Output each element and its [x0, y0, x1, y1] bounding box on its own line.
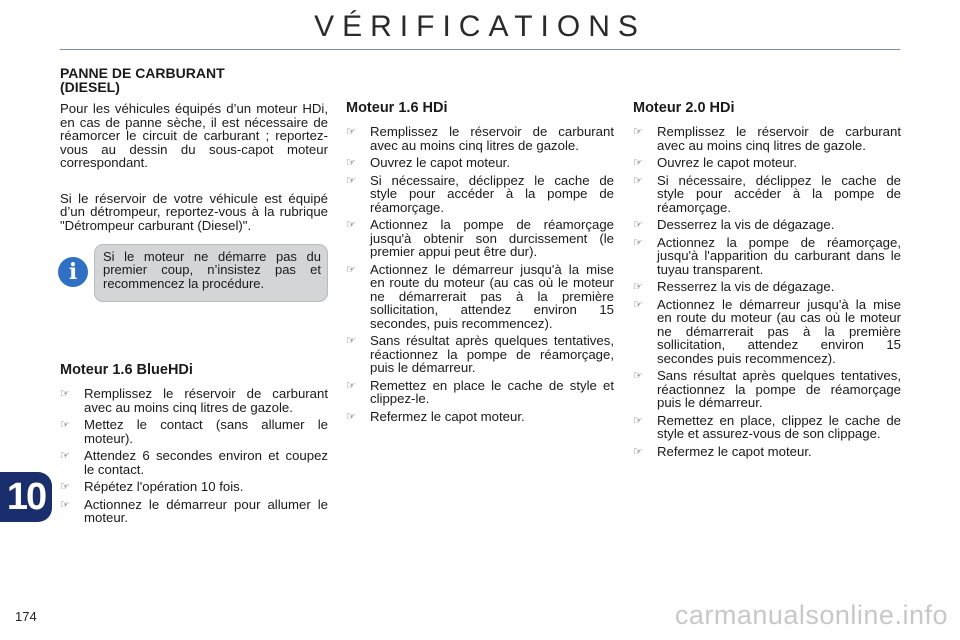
step-item	[346, 174, 614, 215]
step-text: Si nécessaire, déclippez le cache de style pour accéder à la pompe de réamorçage.	[657, 172, 901, 215]
step-text: Refermez le capot moteur.	[657, 443, 812, 459]
hdi20-section	[633, 101, 901, 462]
section-title-hdi20: Moteur 2.0 HDi	[633, 100, 735, 116]
step-item	[633, 218, 901, 232]
info-text: Si le moteur ne démarre pas du premier coup, n’insistez pas et recommencez la procédure.	[103, 249, 321, 291]
pointing-hand-icon: ☞	[633, 413, 643, 427]
intro-paragraph: Pour les véhicules équipés d’un moteur HDi, en cas de panne sèche, il est nécessaire de réamorcer le circuit de carburant ; reportez-vous au dessin du sous-capot moteur correspondant.	[60, 101, 328, 170]
step-item	[346, 263, 614, 331]
step-text: Remettez en place, clippez le cache de style et assurez-vous de son clippage.	[657, 412, 901, 441]
step-text: Actionnez le démarreur jusqu'à la mise en route du moteur (au cas où le moteur ne démarrerait pas à la première sollicitation, attendez environ 15 secondes, puis recommencez).	[370, 261, 614, 331]
step-text: Si nécessaire, déclippez le cache de style pour accéder à la pompe de réamorçage.	[370, 172, 614, 215]
section-title-hdi16: Moteur 1.6 HDi	[346, 100, 448, 116]
watermark: carmanualsonline.info	[674, 600, 948, 630]
pointing-hand-icon: ☞	[346, 378, 356, 392]
step-text: Sans résultat après quelques tentatives, réactionnez la pompe de réamorçage puis le démarreur.	[657, 368, 901, 410]
step-text: Refermez le capot moteur.	[370, 408, 525, 424]
step-item	[346, 125, 614, 152]
pointing-hand-icon: ☞	[633, 218, 643, 231]
step-item	[633, 298, 901, 366]
pointing-hand-icon: ☞	[60, 387, 70, 400]
step-item	[60, 480, 328, 494]
pointing-hand-icon: ☞	[633, 297, 643, 311]
hdi20-steps	[633, 125, 901, 458]
step-text: Remettez en place le cache de style et clippez-le.	[370, 377, 614, 406]
step-text: Actionnez le démarreur pour allumer le moteur.	[84, 496, 328, 525]
section-title-line2: (DIESEL)	[60, 79, 120, 95]
step-text: Desserrez la vis de dégazage.	[657, 217, 835, 232]
pointing-hand-icon: ☞	[346, 125, 356, 138]
hdi16-section	[346, 101, 614, 427]
step-item	[346, 218, 614, 259]
step-text: Mettez le contact (sans allumer le moteur).	[84, 417, 328, 446]
info-box	[94, 244, 328, 302]
pointing-hand-icon: ☞	[633, 156, 643, 169]
step-item	[633, 280, 901, 294]
pointing-hand-icon: ☞	[633, 280, 643, 293]
step-item	[633, 156, 901, 170]
bluehdi-section	[60, 363, 328, 529]
hdi16-steps	[346, 125, 614, 423]
fuel-guard-paragraph: Si le réservoir de votre véhicule est équipé d’un détrompeur, reportez-vous à la rubrique "Détrompeur carburant (Diesel)".	[60, 190, 328, 233]
pointing-hand-icon: ☞	[60, 480, 70, 493]
step-text: Actionnez la pompe de réamorçage, jusqu'à l'apparition du carburant dans le tuyau transparent.	[657, 234, 901, 277]
step-item	[346, 410, 614, 424]
step-text: Ouvrez le capot moteur.	[370, 155, 511, 170]
step-text: Sans résultat après quelques tentatives, réactionnez la pompe de réamorçage, puis le démarreur.	[370, 333, 614, 375]
pointing-hand-icon: ☞	[60, 497, 70, 511]
fuel-shortage-section	[60, 66, 328, 302]
step-item	[346, 379, 614, 406]
pointing-hand-icon: ☞	[346, 173, 356, 187]
step-item	[633, 414, 901, 441]
step-text: Répétez l'opération 10 fois.	[84, 479, 244, 494]
step-text: Remplissez le réservoir de carburant avec au moins cinq litres de gazole.	[657, 124, 901, 153]
step-text: Resserrez la vis de dégazage.	[657, 279, 835, 294]
step-item	[346, 156, 614, 170]
pointing-hand-icon: ☞	[633, 444, 643, 458]
step-text: Ouvrez le capot moteur.	[657, 155, 798, 170]
pointing-hand-icon: ☞	[346, 218, 356, 231]
bluehdi-steps	[60, 387, 328, 525]
page-title: VÉRIFICATIONS	[314, 10, 646, 43]
step-text: Remplissez le réservoir de carburant avec au moins cinq litres de gazole.	[370, 124, 614, 153]
section-title-line1: PANNE DE CARBURANT	[60, 65, 225, 81]
info-icon: i	[58, 257, 88, 287]
pointing-hand-icon: ☞	[346, 334, 356, 347]
step-item	[60, 418, 328, 445]
step-item	[633, 445, 901, 459]
step-item	[633, 174, 901, 215]
pointing-hand-icon: ☞	[346, 262, 356, 276]
step-item	[633, 369, 901, 410]
step-item	[633, 236, 901, 277]
section-title-fuel-shortage	[60, 66, 328, 94]
header-rule	[60, 49, 900, 50]
step-item	[633, 125, 901, 152]
section-title-bluehdi: Moteur 1.6 BlueHDi	[60, 362, 193, 378]
page-number: 174	[15, 609, 37, 624]
step-item	[346, 334, 614, 375]
pointing-hand-icon: ☞	[633, 125, 643, 138]
step-text: Actionnez le démarreur jusqu'à la mise en route du moteur (au cas où le moteur ne démarrerait pas à la première sollicitation, attendez environ 15 secondes puis recommencez).	[657, 296, 901, 366]
pointing-hand-icon: ☞	[346, 409, 356, 423]
pointing-hand-icon: ☞	[60, 449, 70, 462]
pointing-hand-icon: ☞	[633, 173, 643, 187]
step-text: Attendez 6 secondes environ et coupez le contact.	[84, 448, 328, 477]
step-text: Remplissez le réservoir de carburant avec au moins cinq litres de gazole.	[84, 386, 328, 415]
step-item	[60, 387, 328, 414]
chapter-tab: 10	[0, 472, 52, 522]
step-item	[60, 498, 328, 525]
pointing-hand-icon: ☞	[60, 418, 70, 431]
step-text: Actionnez la pompe de réamorçage jusqu'à obtenir son durcissement (le premier appui peut être dur).	[370, 217, 614, 259]
pointing-hand-icon: ☞	[633, 235, 643, 249]
pointing-hand-icon: ☞	[633, 369, 643, 382]
pointing-hand-icon: ☞	[346, 156, 356, 169]
step-item	[60, 449, 328, 476]
